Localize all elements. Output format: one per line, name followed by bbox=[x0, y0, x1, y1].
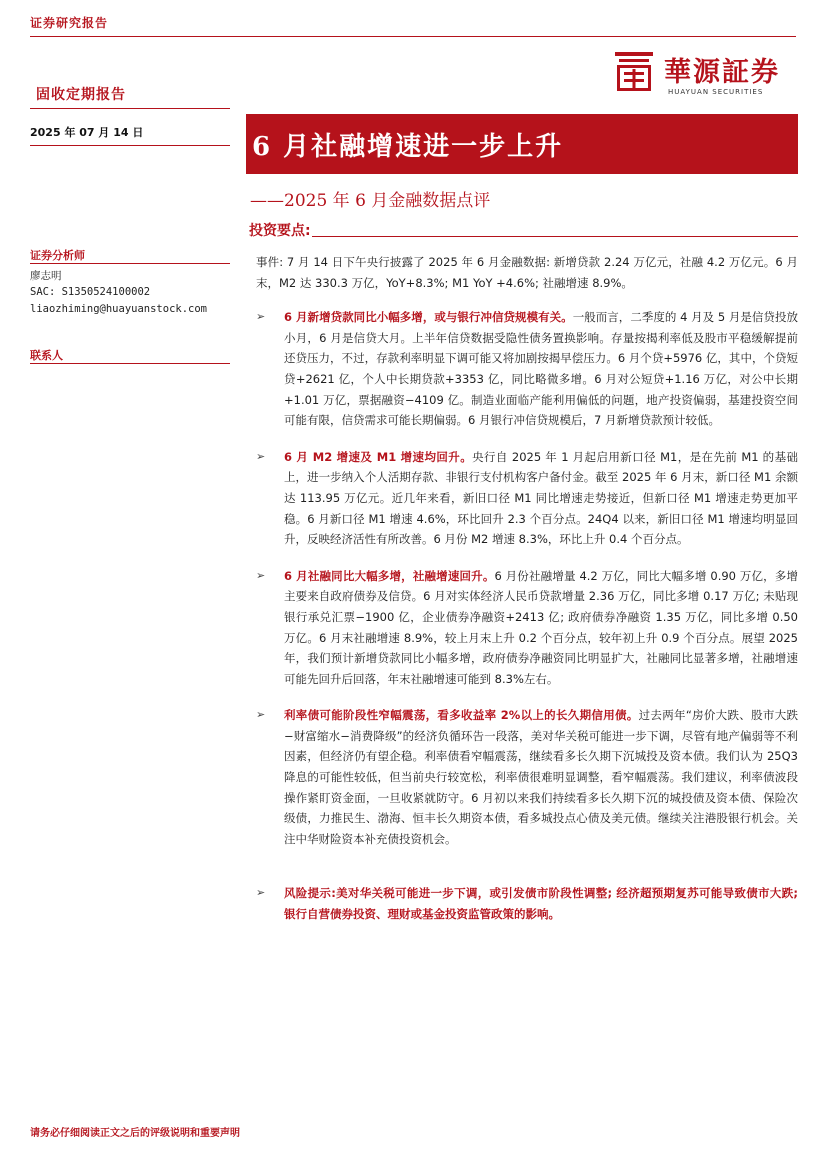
company-logo bbox=[614, 50, 794, 100]
logo-mark-icon bbox=[614, 50, 654, 94]
arrow-bullet-icon: ➢ bbox=[256, 449, 266, 463]
bullet-lead: 6 月新增贷款同比小幅多增，或与银行冲信贷规模有关。 bbox=[284, 310, 573, 325]
key-points-divider bbox=[312, 236, 798, 237]
report-category-label: 固收定期报告 bbox=[36, 87, 126, 103]
bullet-point bbox=[256, 447, 798, 550]
sub-title: ——2025 年 6 月金融数据点评 bbox=[250, 191, 491, 211]
report-date: 2025 年 07 月 14 日 bbox=[30, 126, 144, 139]
bullet-point bbox=[256, 705, 798, 849]
bullet-lead: 6 月社融同比大幅多增，社融增速回升。 bbox=[284, 568, 495, 583]
category-divider bbox=[30, 108, 230, 109]
title-banner bbox=[246, 114, 798, 174]
analyst-name: 廖志明 bbox=[30, 270, 62, 282]
contact-heading: 联系人 bbox=[30, 349, 63, 362]
risk-label: 风险提示: bbox=[284, 886, 336, 901]
arrow-bullet-icon: ➢ bbox=[256, 310, 266, 324]
main-content bbox=[256, 252, 798, 941]
bullet-point bbox=[256, 566, 798, 690]
arrow-bullet-icon: ➢ bbox=[256, 568, 266, 582]
key-points-heading: 投资要点: bbox=[249, 223, 311, 239]
header-divider bbox=[30, 36, 796, 37]
report-type-label: 证券研究报告 bbox=[30, 16, 109, 30]
analyst-heading: 证券分析师 bbox=[30, 249, 85, 262]
risk-text: 美对华关税可能进一步下调，或引发债市阶段性调整; 经济超预期复苏可能导致债市大跌; 银行自营债券投资、理财或基金投资监管政策的影响。 bbox=[284, 886, 798, 922]
contact-divider bbox=[30, 363, 230, 364]
risk-warning bbox=[256, 883, 798, 924]
bullet-body: 过去两年“房价大跌、股市大跌−财富缩水−消费降级”的经济负循环告一段落，美对华关税可能进一步下调，尽管有地产偏弱等不利因素，但经济仍有望企稳。利率债看窄幅震荡，继续看多长久期下沉城投及资本债。我们认为 25Q3 降息的可能性较低，但当前央行较宽松，利率债很难明显调整，看窄幅震荡。我们建议，利率债波段操作紧盯资金面，一旦收紧就防守。6 月初以来我们持续看多长久期下沉的城投债及资本债、保险次级债，力推民生、渤海、恒丰长久期资本债，看多城投点心债及美元债。继续关注港股银行机会。关注中华财险资本补充债投资机会。 bbox=[284, 708, 798, 846]
bullet-point bbox=[256, 307, 798, 431]
bullet-body: 一般而言，二季度的 4 月及 5 月是信贷投放小月，6 月是信贷大月。上半年信贷数据受隐性债务置换影响。存量按揭利率低及股市平稳缓解提前还贷压力，不过，存款利率明显下调可能又将加剧按揭早偿压力。6 月个贷+5976 亿，其中，个贷短贷+2621 亿，个人中长期贷款+3353 亿，同比略微多增。6 月对公短贷+1.16 万亿，对公中长期+1.01 万亿，票据融资−4109 亿。制造业面临产能利用偏低的问题，地产投资偏弱，基建投资空间可能有限，信贷需求可能长期偏弱。6 月银行冲信贷规模后，7 月新增贷款预计较低。 bbox=[284, 310, 798, 428]
arrow-bullet-icon: ➢ bbox=[256, 708, 266, 722]
main-title: 6 月社融增速进一步上升 bbox=[252, 132, 564, 162]
bullet-body: 6 月份社融增量 4.2 万亿，同比大幅多增 0.90 万亿，多增主要来自政府债券及信贷。6 月对实体经济人民币贷款增量 2.36 万亿，同比多增 0.17 万亿; 未贴现银行承兑汇票−1900 亿，企业债券净融资+2413 亿; 政府债券净融资 1.35 万亿，同比多增 0.50 万亿。6 月末社融增速 8.9%，较上月末上升 0.2 个百分点，较年初上升 0.9 个百分点。展望 2025 年，我们预计新增贷款同比小幅多增，政府债券净融资同比明显扩大，社融同比显著多增，社融增速可能先回升后回落，年末社融增速可能到 8.3%左右。 bbox=[284, 568, 798, 686]
event-paragraph: 事件: 7 月 14 日下午央行披露了 2025 年 6 月金融数据: 新增贷款 2.24 万亿元，社融 4.2 万亿元。6 月末，M2 达 330.3 万亿，YoY+8.3%; M1 YoY +4.6%; 社融增速 8.9%。 bbox=[256, 255, 798, 290]
bullet-lead: 利率债可能阶段性窄幅震荡，看多收益率 2%以上的长久期信用债。 bbox=[284, 708, 639, 723]
analyst-divider bbox=[30, 263, 230, 264]
bullet-lead: 6 月 M2 增速及 M1 增速均回升。 bbox=[284, 449, 473, 464]
footer-disclaimer: 请务必仔细阅读正文之后的评级说明和重要声明 bbox=[30, 1128, 240, 1139]
analyst-sac: SAC: S1350524100002 bbox=[30, 286, 151, 298]
logo-english-name: HUAYUAN SECURITIES bbox=[668, 88, 764, 96]
logo-chinese-name: 華源証券 bbox=[664, 57, 780, 88]
arrow-bullet-icon: ➢ bbox=[256, 886, 266, 900]
date-divider bbox=[30, 145, 230, 146]
analyst-email[interactable]: liaozhiming@huayuanstock.com bbox=[30, 303, 208, 315]
bullet-body: 央行自 2025 年 1 月起启用新口径 M1，是在先前 M1 的基础上，进一步纳入个人活期存款、非银行支付机构客户备付金。截至 2025 年 6 月末，新口径 M1 余额达 113.95 万亿元。近几年来看，新旧口径 M1 同比增速走势接近，但新口径 M1 增速走势更加平稳。6 月新口径 M1 增速 4.6%，环比回升 2.3 个百分点。24Q4 以来，新旧口径 M1 增速均明显回升，反映经济活性有所改善。6 月份 M2 增速 8.3%，环比上升 0.4 个百分点。 bbox=[284, 449, 798, 547]
